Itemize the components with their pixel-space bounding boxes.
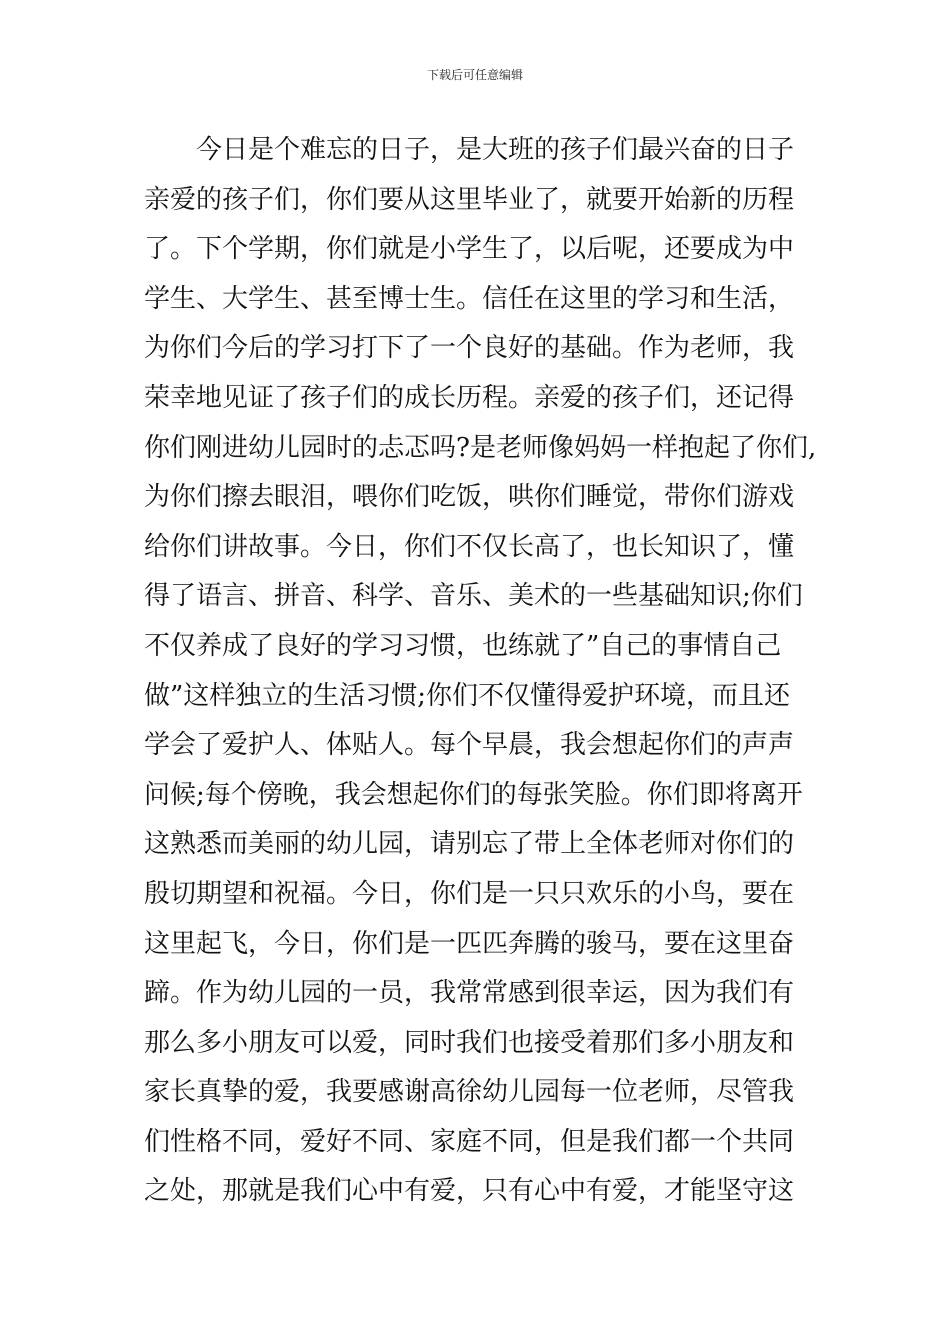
text-line: 今日是个难忘的日子，是大班的孩子们最兴奋的日子 — [196, 135, 795, 165]
text-line: 殷切期望和祝福。今日，你们是一只只欢乐的小鸟，要在 — [144, 878, 795, 909]
text-line: 你们刚进幼儿园时的忐忑吗?是老师像妈妈一样抱起了你们, — [144, 432, 817, 463]
text-line: 做”这样独立的生活习惯;你们不仅懂得爱护环境，而且还 — [144, 680, 791, 711]
text-line: 荣幸地见证了孩子们的成长历程。亲爱的孩子们，还记得 — [144, 382, 795, 413]
text-line: 那么多小朋友可以爱，同时我们也接受着那们多小朋友和 — [144, 1027, 795, 1058]
text-line: 为你们今后的学习打下了一个良好的基础。作为老师，我 — [144, 333, 795, 364]
text-line: 家长真挚的爱，我要感谢高徐幼儿园每一位老师，尽管我 — [144, 1077, 795, 1108]
text-line: 问候;每个傍晚，我会想起你们的每张笑脸。你们即将离开 — [144, 779, 803, 810]
text-line: 们性格不同，爱好不同、家庭不同，但是我们都一个共同 — [144, 1126, 795, 1157]
page-header: 下载后可任意编辑 — [426, 68, 523, 82]
text-line: 这熟悉而美丽的幼儿园，请别忘了带上全体老师对你们的 — [144, 829, 795, 860]
text-line: 蹄。作为幼儿园的一员，我常常感到很幸运，因为我们有 — [144, 978, 795, 1009]
text-line: 之处，那就是我们心中有爱，只有心中有爱，才能坚守这 — [144, 1176, 795, 1207]
text-line: 学生、大学生、甚至博士生。信任在这里的学习和生活， — [144, 283, 795, 314]
text-line: 得了语言、拼音、科学、音乐、美术的一些基础知识;你们 — [144, 581, 803, 612]
text-line: 了。下个学期，你们就是小学生了，以后呢，还要成为中 — [144, 234, 795, 265]
text-line: 为你们擦去眼泪，喂你们吃饭，哄你们睡觉，带你们游戏 — [144, 482, 795, 513]
text-line: 学会了爱护人、体贴人。每个早晨，我会想起你们的声声 — [144, 730, 795, 761]
text-line: 这里起飞，今日，你们是一匹匹奔腾的骏马，要在这里奋 — [144, 928, 795, 959]
text-line: 亲爱的孩子们，你们要从这里毕业了，就要开始新的历程 — [144, 184, 795, 215]
text-line: 不仅养成了良好的学习习惯，也练就了”自己的事情自己 — [144, 630, 782, 661]
text-line: 给你们讲故事。今日，你们不仅长高了，也长知识了，懂 — [144, 531, 795, 562]
body-paragraph — [144, 126, 817, 1217]
